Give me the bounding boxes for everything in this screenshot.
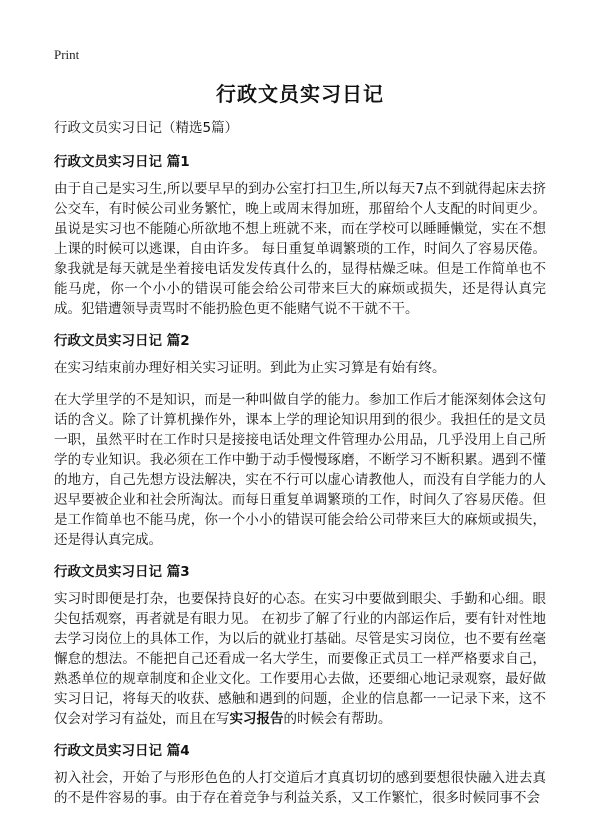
section-paragraph: 在实习结束前办理好相关实习证明。到此为止实习算是有始有终。	[54, 360, 446, 376]
section-paragraph	[54, 589, 546, 729]
diary-section-2	[54, 331, 546, 550]
document-subtitle: 行政文员实习日记（精选5篇）	[54, 120, 239, 136]
section-paragraph: 在大学里学的不是知识，而是一种叫做自学的能力。参加工作后才能深刻体会这句话的含义。除了计算机操作外，课本上学的理论知识用到的很少。我担任的是文员一职，虽然平时在工作时只是接接电话处理文件管理办公用品，几乎没用上自己所学的专业知识。我必须在工作中勤于动手慢慢琢磨，不断学习不断积累。遇到不懂的地方，自己先想方设法解决，实在不行可以虚心请教他人，而没有自学能力的人迟早要被企业和社会所淘汰。而每日重复单调繁琐的工作，时间久了容易厌倦。但是工作简单也不能马虎，你一个小小的错误可能会给公司带来巨大的麻烦或损失，还是得认真完成。	[54, 392, 546, 548]
print-label: Print	[54, 47, 80, 62]
bold-term: 实习报告	[229, 711, 284, 727]
section-paragraph: 初入社会，开始了与形形色色的人打交道后才真真切切的感到要想很快融入进去真的不是件容易的事。由于存在着竞争与利益关系，又工作繁忙，很多时候同事不会	[54, 770, 546, 806]
document-body	[54, 118, 546, 820]
section-heading: 行政文员实习日记 篇2	[54, 333, 190, 349]
diary-section-4	[54, 741, 546, 808]
section-heading: 行政文员实习日记 篇4	[54, 743, 190, 759]
document-title: 行政文员实习日记	[216, 82, 384, 106]
section-paragraph: 由于自己是实习生,所以要早早的到办公室打扫卫生,所以每天7点不到就得起床去挤公交车，有时候公司业务繁忙，晚上或周末得加班，那留给个人支配的时间更少。虽说是实习也不能随心所欲地不想上班就不来，而在学校可以睡睡懒觉，实在不想上课的时候可以逃课，自由许多。 每日重复单调繁琐的工作，时间久了容易厌倦。象我就是每天就是坐着接电话发发传真什么的，显得枯燥乏味。但是工作简单也不能马虎，你一个小小的错误可能会给公司带来巨大的麻烦或损失，还是得认真完成。犯错遭领导责骂时不能扔脸色更不能赌气说不干就不干。	[54, 181, 546, 317]
paragraph-text: 实习时即便是打杂，也要保持良好的心态。在实习中要做到眼尖、手勤和心细。眼尖包括观察，再者就是有眼力见。 在初步了解了行业的内部运作后，要有针对性地去学习岗位上的具体工作，为以后的就业打基础。尽管是实习岗位，也不要有丝毫懈怠的想法。不能把自己还看成一名大学生，而要像正式员工一样严格要求自己，熟悉单位的规章制度和企业文化。工作要用心去做，还要细心地记录观察，最好做实习日记，将每天的收获、感触和遇到的问题，企业的信息都一一记录下来，这不仅会对学习有益处，而且在写	[54, 591, 546, 727]
diary-section-3	[54, 562, 546, 729]
diary-section-1	[54, 152, 546, 319]
section-heading: 行政文员实习日记 篇1	[54, 154, 190, 170]
section-heading: 行政文员实习日记 篇3	[54, 564, 190, 580]
paragraph-tail: 的时候会有帮助。	[283, 711, 392, 727]
